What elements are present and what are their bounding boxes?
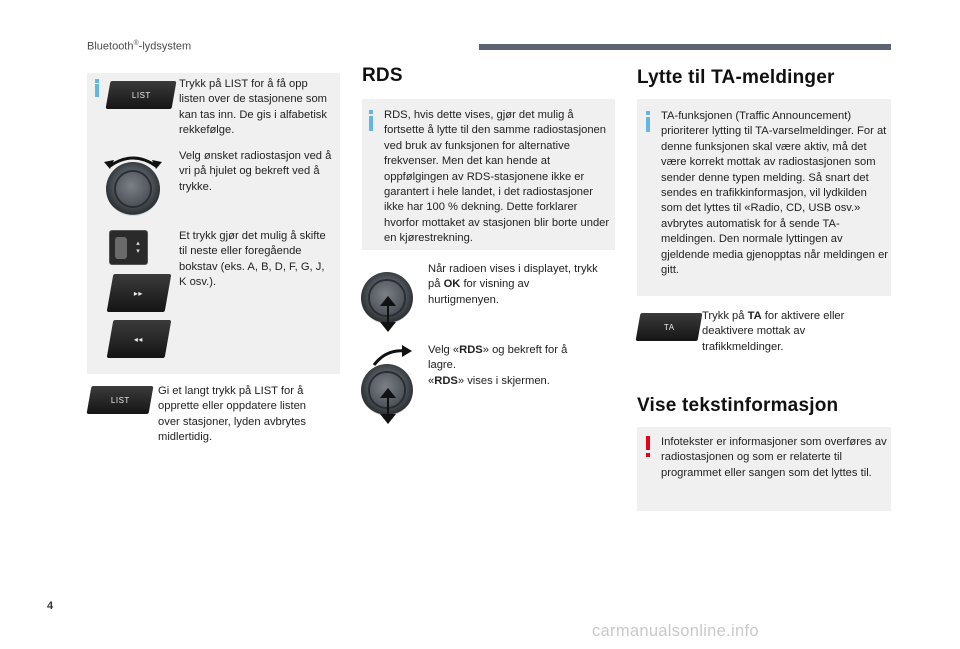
text-info-warning: Infotekster er informasjoner som overføres av radiostasjonen og som er relaterte til programmet eller sangen som det lyttes til. bbox=[661, 436, 887, 479]
list-long-press-instruction: Gi et langt trykk på LIST for å opprette eller oppdatere listen over stasjoner, lyden avbrytes midlertidig. bbox=[158, 385, 307, 444]
skip-back-button-image: ◂◂ bbox=[107, 320, 172, 358]
rds-step-select: Velg «RDS» og bekreft for å lagre. «RDS» vises i skjermen. bbox=[428, 344, 568, 387]
ta-title: Lytte til TA-meldinger bbox=[637, 67, 835, 88]
rotary-knob-image bbox=[106, 162, 160, 216]
knob-instruction: Velg ønsket radiostasjon ved å vri på hjulet og bekreft ved å trykke. bbox=[179, 150, 332, 193]
skip-forward-button-image: ▸▸ bbox=[107, 274, 172, 312]
info-icon bbox=[95, 84, 99, 97]
info-icon-dot bbox=[95, 79, 99, 83]
selector-switch-image: ▴ ▾ bbox=[109, 230, 148, 265]
info-icon-dot bbox=[646, 111, 650, 115]
ta-info-text: TA-funksjonen (Traffic Announcement) prioriterer lytting til TA-varselmeldinger. For at denne funksjonen skal være aktiv, må det være korrekt mottak av radiostasjonen som sender denne typen melding. Så snart det sendes en trafikkinformasjon, vil lydkilden som det lyttes til «Radio, CD, USB osv.» avbrytes automatisk for å sende TA-meldingen. Den normale lyttingen av gjeldende media gjenopptas når meldingen er gitt. bbox=[661, 110, 889, 277]
skip-instruction: Et trykk gjør det mulig å skifte til neste eller foregående bokstav (eks. A, B, D, F, G, J, K osv.). bbox=[179, 230, 326, 289]
rds-step-ok: Når radioen vises i displayet, trykk på OK for visning av hurtigmenyen. bbox=[428, 263, 598, 306]
list-long-press-button-image: LIST bbox=[87, 386, 154, 414]
header-bar bbox=[479, 44, 891, 50]
warning-icon bbox=[646, 436, 650, 450]
info-icon bbox=[369, 116, 373, 131]
page-number: 4 bbox=[47, 600, 54, 612]
list-button-image: LIST bbox=[106, 81, 177, 109]
section-header: Bluetooth®-lydsystem bbox=[87, 40, 192, 53]
info-icon-dot bbox=[369, 110, 373, 114]
push-arrow-icon bbox=[380, 388, 396, 424]
list-instruction: Trykk på LIST for å få opp listen over de stasjonene som kan tas inn. De gis i alfabetisk rekkefølge. bbox=[179, 78, 328, 137]
ta-button-instruction: Trykk på TA for aktivere eller deaktivere mottak av trafikkmeldinger. bbox=[702, 310, 845, 353]
watermark: carmanualsonline.info bbox=[592, 622, 759, 640]
info-icon bbox=[646, 117, 650, 132]
push-arrow-icon bbox=[380, 296, 396, 332]
rds-title: RDS bbox=[362, 65, 403, 86]
warning-icon-dot bbox=[646, 453, 650, 457]
ta-button-image: TA bbox=[636, 313, 703, 341]
rds-info-text: RDS, hvis dette vises, gjør det mulig å fortsette å lytte til den samme radiostasjonen ved bruk av funksjonen for alternative frekvenser. Men det kan hende at oppfølgingen av RDS-stasjonene ikke er garantert i hele landet, i det radiostasjoner ikke har 100 % dekning. Dette forklarer hvorfor mottaket av stasjonen blir borte under en kjørestrekning. bbox=[384, 109, 610, 245]
text-info-title: Vise tekstinformasjon bbox=[637, 395, 839, 416]
